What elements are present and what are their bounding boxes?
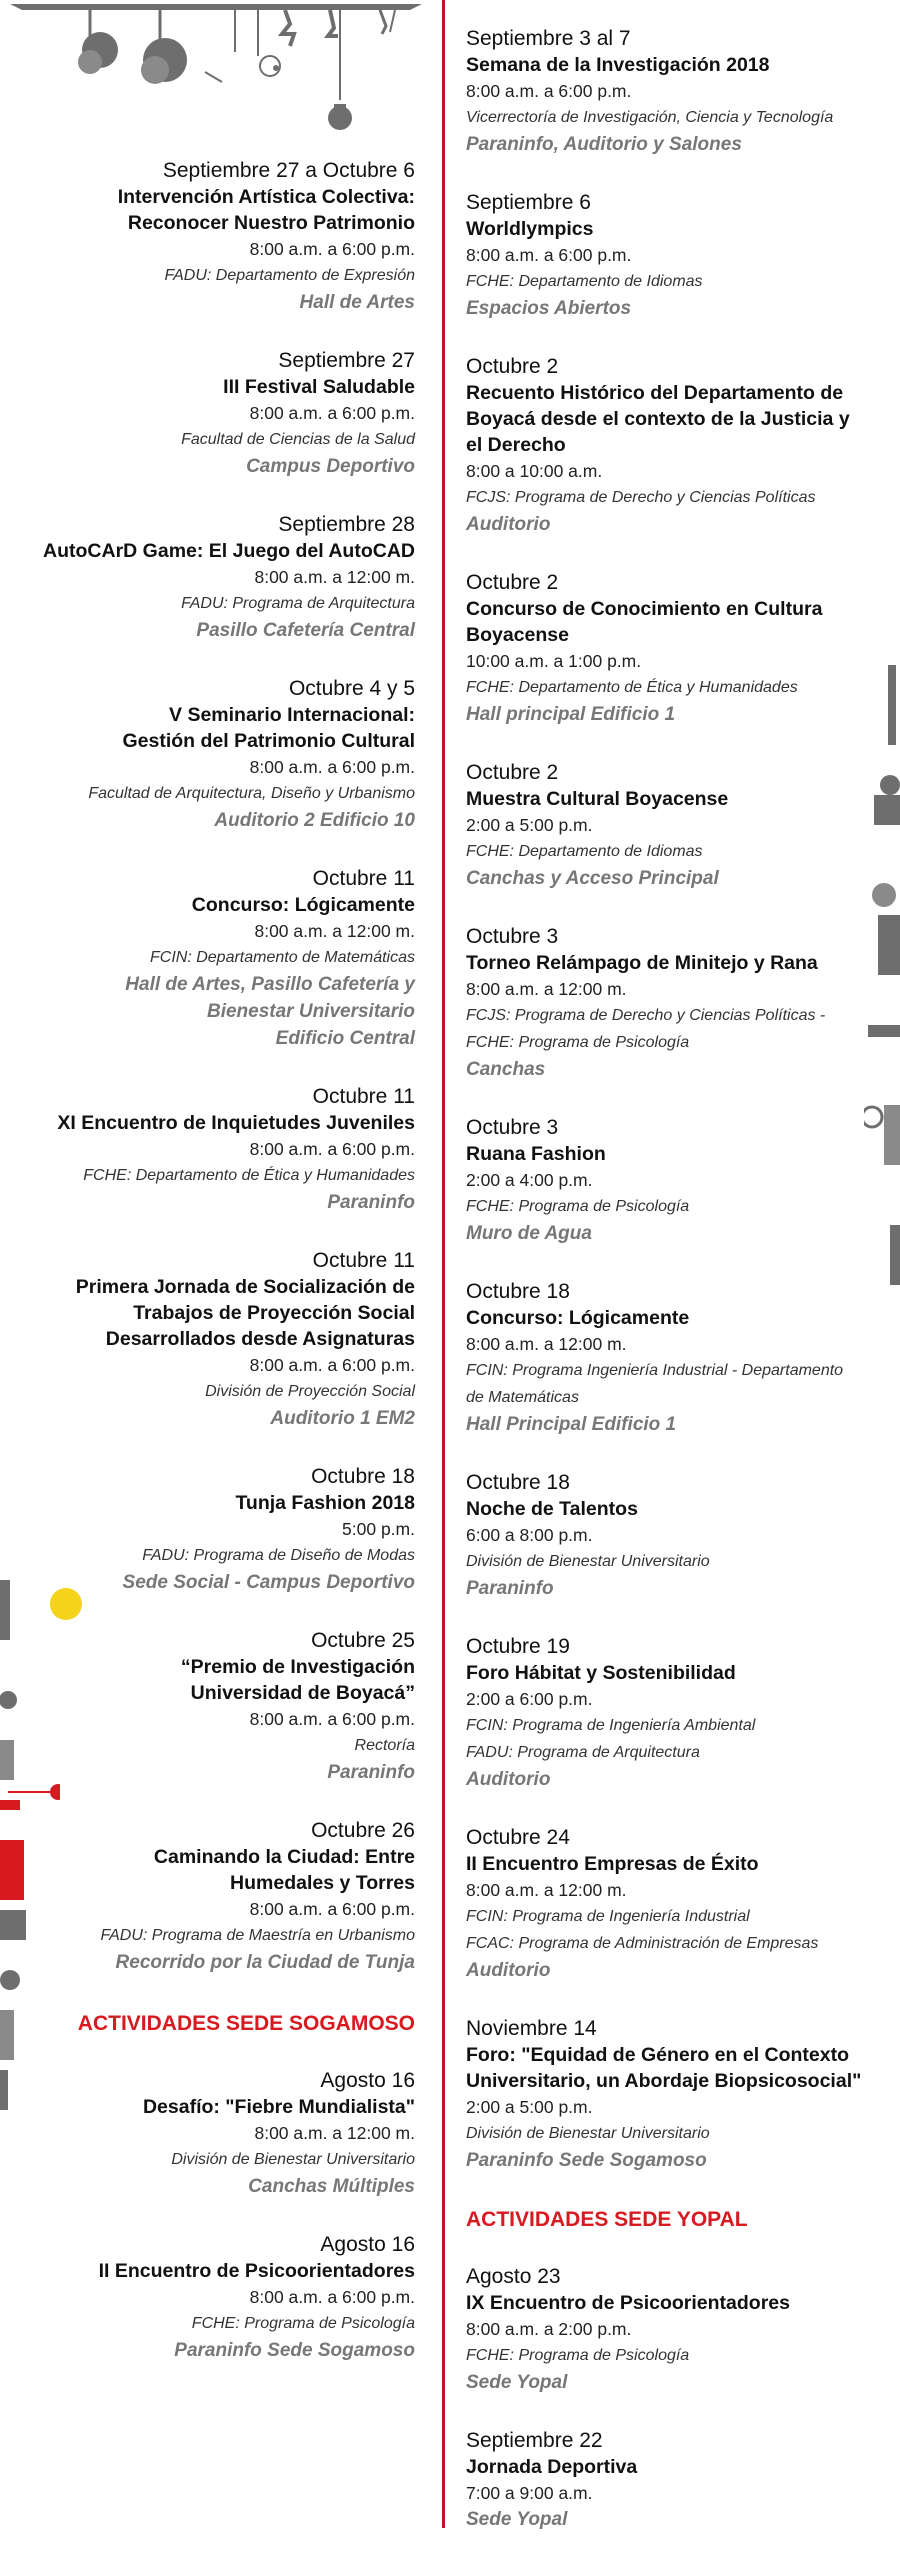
event-entry <box>466 190 886 322</box>
event-title: Muestra Cultural Boyacense <box>466 788 729 810</box>
event-title: Jornada Deportiva <box>466 2456 638 2478</box>
event-date: Agosto 16 <box>320 2233 415 2256</box>
event-entry <box>30 1818 415 1976</box>
event-entry <box>30 2232 415 2364</box>
event-venue: Paraninfo, Auditorio y Salones <box>466 134 742 155</box>
event-venue: Paraninfo Sede Sogamoso <box>174 2340 415 2361</box>
event-entry <box>466 2016 886 2174</box>
event-organizer: FCIN: Programa de Ingeniería Ambiental FADU: Programa de Arquitectura <box>466 1717 756 1761</box>
event-time: 8:00 a.m. a 6:00 p.m. <box>249 1139 415 1159</box>
event-organizer: FCHE: Programa de Psicología <box>191 2315 415 2332</box>
event-time: 8:00 a.m. a 2:00 p.m. <box>466 2319 632 2339</box>
right-event-list <box>466 26 886 2174</box>
event-venue: Hall de Artes <box>299 292 415 313</box>
event-date: Octubre 18 <box>466 1280 570 1303</box>
event-venue: Pasillo Cafetería Central <box>196 620 415 641</box>
event-time: 2:00 a 4:00 p.m. <box>466 1170 593 1190</box>
event-organizer: FCHE: Departamento de Ética y Humanidades <box>83 1167 415 1184</box>
event-title: Primera Jornada de Socialización de Trabajos de Proyección Social Desarrollados desde Asignaturas <box>75 1276 415 1350</box>
event-time: 8:00 a.m. a 12:00 m. <box>466 1334 627 1354</box>
event-time: 8:00 a.m. a 6:00 p.m. <box>249 1355 415 1375</box>
event-date: Septiembre 28 <box>278 513 415 536</box>
event-time: 5:00 p.m. <box>342 1519 415 1539</box>
event-title: Torneo Relámpago de Minitejo y Rana <box>466 952 818 974</box>
yopal-section-heading: ACTIVIDADES SEDE YOPAL <box>466 2208 748 2231</box>
event-entry <box>30 512 415 644</box>
event-date: Septiembre 22 <box>466 2429 603 2452</box>
right-event-column <box>466 0 886 2565</box>
event-time: 8:00 a.m. a 6:00 p.m. <box>249 2287 415 2307</box>
event-time: 2:00 a 6:00 p.m. <box>466 1689 593 1709</box>
event-entry <box>30 1464 415 1596</box>
event-time: 2:00 a 5:00 p.m. <box>466 2097 593 2117</box>
event-venue: Paraninfo <box>327 1192 415 1213</box>
event-venue: Paraninfo <box>466 1578 554 1599</box>
event-title: XI Encuentro de Inquietudes Juveniles <box>57 1112 415 1134</box>
event-venue: Muro de Agua <box>466 1223 592 1244</box>
event-time: 8:00 a.m. a 12:00 m. <box>466 1880 627 1900</box>
event-date: Septiembre 6 <box>466 191 591 214</box>
event-venue: Recorrido por la Ciudad de Tunja <box>115 1952 415 1973</box>
event-venue: Sede Yopal <box>466 2509 568 2530</box>
event-entry <box>466 1115 886 1247</box>
event-title: Foro: "Equidad de Género en el Contexto Universitario, un Abordaje Biopsicosocial" <box>466 2044 862 2092</box>
event-entry <box>466 26 886 158</box>
event-date: Octubre 2 <box>466 355 559 378</box>
left-event-column <box>30 0 415 2396</box>
event-date: Octubre 2 <box>466 571 559 594</box>
event-entry <box>30 1248 415 1432</box>
center-divider <box>442 0 445 2528</box>
event-organizer: División de Bienestar Universitario <box>466 2125 710 2142</box>
event-venue: Paraninfo <box>327 1762 415 1783</box>
event-title: Concurso: Lógicamente <box>191 894 415 916</box>
event-organizer: Facultad de Ciencias de la Salud <box>181 431 415 448</box>
event-entry <box>466 1634 886 1793</box>
event-time: 8:00 a.m. a 6:00 p.m. <box>249 403 415 423</box>
event-title: IX Encuentro de Psicoorientadores <box>466 2292 790 2314</box>
event-entry <box>466 570 886 728</box>
event-time: 6:00 a 8:00 p.m. <box>466 1525 593 1545</box>
event-organizer: FCIN: Programa Ingeniería Industrial - Departamento de Matemáticas <box>466 1362 844 1406</box>
event-venue: Auditorio 2 Edificio 10 <box>214 810 415 831</box>
event-venue: Sede Social - Campus Deportivo <box>122 1572 415 1593</box>
event-entry <box>30 1084 415 1216</box>
event-entry <box>466 354 886 538</box>
left-event-list <box>30 158 415 1976</box>
event-time: 2:00 a 5:00 p.m. <box>466 815 593 835</box>
event-title: Ruana Fashion <box>466 1143 606 1165</box>
event-title: Semana de la Investigación 2018 <box>466 54 770 76</box>
event-organizer: FADU: Programa de Arquitectura <box>181 595 415 612</box>
event-date: Octubre 24 <box>466 1826 570 1849</box>
event-title: III Festival Saludable <box>223 376 415 398</box>
sogamoso-event-list <box>30 2068 415 2364</box>
event-venue: Auditorio <box>466 1960 551 1981</box>
event-venue: Hall principal Edificio 1 <box>466 704 676 725</box>
yopal-event-list <box>466 2264 886 2533</box>
event-organizer: FADU: Departamento de Expresión <box>164 267 415 284</box>
event-date: Octubre 11 <box>312 1249 415 1272</box>
event-organizer: FCHE: Programa de Psicología <box>466 1198 690 1215</box>
event-entry <box>466 1470 886 1602</box>
event-venue: Paraninfo Sede Sogamoso <box>466 2150 707 2171</box>
event-entry <box>466 760 886 892</box>
event-organizer: División de Bienestar Universitario <box>466 1553 710 1570</box>
event-entry <box>30 2068 415 2200</box>
event-entry <box>466 2428 886 2533</box>
event-time: 7:00 a 9:00 a.m. <box>466 2483 593 2503</box>
event-date: Octubre 3 <box>466 1116 559 1139</box>
event-date: Octubre 2 <box>466 761 559 784</box>
event-title: Noche de Talentos <box>466 1498 638 1520</box>
event-date: Agosto 23 <box>466 2265 561 2288</box>
event-time: 8:00 a.m. a 6:00 p.m. <box>249 1709 415 1729</box>
event-venue: Hall de Artes, Pasillo Cafetería y Bienestar Universitario Edificio Central <box>125 974 415 1049</box>
event-date: Septiembre 27 a Octubre 6 <box>162 159 415 182</box>
event-title: AutoCArD Game: El Juego del AutoCAD <box>43 540 415 562</box>
event-date: Octubre 11 <box>312 867 415 890</box>
event-entry <box>30 1628 415 1786</box>
event-date: Septiembre 3 al 7 <box>466 27 631 50</box>
event-time: 8:00 a.m. a 12:00 m. <box>254 567 415 587</box>
event-venue: Canchas y Acceso Principal <box>466 868 719 889</box>
event-date: Octubre 25 <box>311 1629 415 1652</box>
event-time: 8:00 a.m. a 6:00 p.m. <box>249 757 415 777</box>
event-organizer: FCHE: Programa de Psicología <box>466 2347 690 2364</box>
event-entry <box>30 866 415 1052</box>
event-venue: Espacios Abiertos <box>466 298 632 319</box>
event-organizer: División de Proyección Social <box>205 1383 415 1400</box>
event-title: Foro Hábitat y Sostenibilidad <box>466 1662 736 1684</box>
event-entry <box>466 2264 886 2396</box>
event-organizer: Facultad de Arquitectura, Diseño y Urbanismo <box>88 785 415 802</box>
event-title: II Encuentro de Psicoorientadores <box>98 2260 415 2282</box>
sogamoso-section-heading: ACTIVIDADES SEDE SOGAMOSO <box>77 2012 415 2035</box>
event-time: 8:00 a.m. a 6:00 p.m. <box>466 81 632 101</box>
event-date: Septiembre 27 <box>278 349 415 372</box>
event-organizer: FCJS: Programa de Derecho y Ciencias Políticas - FCHE: Programa de Psicología <box>466 1007 826 1051</box>
event-entry <box>30 676 415 834</box>
event-venue: Canchas Múltiples <box>248 2176 415 2197</box>
event-title: Recuento Histórico del Departamento de Boyacá desde el contexto de la Justicia y el Derecho <box>466 382 850 456</box>
event-time: 10:00 a.m. a 1:00 p.m. <box>466 651 642 671</box>
event-organizer: Vicerrectoría de Investigación, Ciencia y Tecnología <box>466 109 834 126</box>
event-time: 8:00 a.m. a 6:00 p.m. <box>249 239 415 259</box>
event-organizer: FADU: Programa de Maestría en Urbanismo <box>100 1927 415 1944</box>
event-date: Octubre 4 y 5 <box>288 677 415 700</box>
event-organizer: FCHE: Departamento de Ética y Humanidades <box>466 679 798 696</box>
event-title: Worldlympics <box>466 218 594 240</box>
event-organizer: FCHE: Departamento de Idiomas <box>466 843 703 860</box>
event-organizer: División de Bienestar Universitario <box>171 2151 415 2168</box>
event-title: Intervención Artística Colectiva: Reconocer Nuestro Patrimonio <box>117 186 415 234</box>
event-venue: Auditorio <box>466 514 551 535</box>
event-entry <box>30 158 415 316</box>
event-title: V Seminario Internacional: Gestión del Patrimonio Cultural <box>122 704 415 752</box>
event-entry <box>466 1279 886 1438</box>
event-title: Concurso: Lógicamente <box>466 1307 690 1329</box>
event-entry <box>466 924 886 1083</box>
event-title: Caminando la Ciudad: Entre Humedales y Torres <box>153 1846 415 1894</box>
event-time: 8:00 a.m. a 12:00 m. <box>466 979 627 999</box>
event-date: Octubre 11 <box>312 1085 415 1108</box>
event-date: Octubre 19 <box>466 1635 570 1658</box>
event-venue: Campus Deportivo <box>246 456 415 477</box>
event-organizer: FCIN: Programa de Ingeniería Industrial FCAC: Programa de Administración de Empresas <box>466 1908 819 1952</box>
event-date: Noviembre 14 <box>466 2017 597 2040</box>
event-time: 8:00 a 10:00 a.m. <box>466 461 603 481</box>
event-organizer: FCIN: Departamento de Matemáticas <box>150 949 415 966</box>
event-organizer: FCJS: Programa de Derecho y Ciencias Políticas <box>466 489 816 506</box>
event-venue: Canchas <box>466 1059 546 1080</box>
event-time: 8:00 a.m. a 6:00 p.m. <box>249 1899 415 1919</box>
event-organizer: FADU: Programa de Diseño de Modas <box>142 1547 415 1564</box>
event-time: 8:00 a.m. a 12:00 m. <box>254 2123 415 2143</box>
event-venue: Auditorio <box>466 1769 551 1790</box>
event-date: Octubre 26 <box>311 1819 415 1842</box>
event-entry <box>30 348 415 480</box>
event-organizer: FCHE: Departamento de Idiomas <box>466 273 703 290</box>
event-title: Desafío: "Fiebre Mundialista" <box>142 2096 415 2118</box>
event-time: 8:00 a.m. a 6:00 p.m. <box>466 245 632 265</box>
event-title: “Premio de Investigación Universidad de Boyacá” <box>180 1656 415 1704</box>
event-date: Octubre 3 <box>466 925 559 948</box>
event-venue: Hall Principal Edificio 1 <box>466 1414 677 1435</box>
event-venue: Sede Yopal <box>466 2372 568 2393</box>
event-entry <box>466 1825 886 1984</box>
event-date: Octubre 18 <box>466 1471 570 1494</box>
event-time: 8:00 a.m. a 12:00 m. <box>254 921 415 941</box>
event-title: II Encuentro Empresas de Éxito <box>466 1853 759 1875</box>
event-title: Concurso de Conocimiento en Cultura Boyacense <box>466 598 823 646</box>
event-date: Agosto 16 <box>320 2069 415 2092</box>
event-title: Tunja Fashion 2018 <box>235 1492 415 1514</box>
event-date: Octubre 18 <box>311 1465 415 1488</box>
event-organizer: Rectoría <box>354 1737 415 1754</box>
event-venue: Auditorio 1 EM2 <box>270 1408 415 1429</box>
